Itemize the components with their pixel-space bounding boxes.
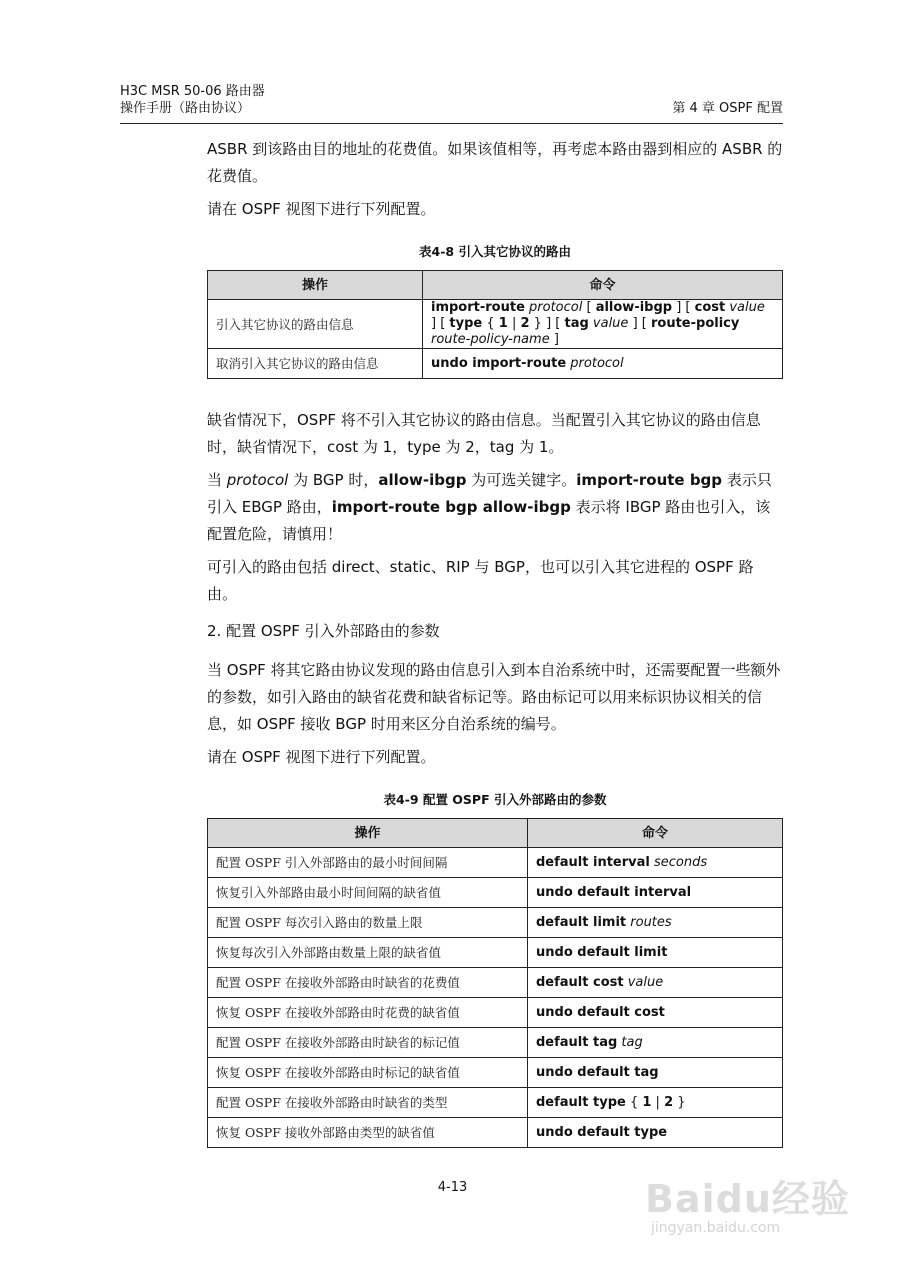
operation-cell: 配置 OSPF 在接收外部路由时缺省的标记值: [208, 1028, 528, 1058]
text-run: }: [673, 1094, 686, 1110]
bgp-note-paragraph: [207, 467, 783, 548]
operation-cell: 配置 OSPF 在接收外部路由时缺省的类型: [208, 1088, 528, 1118]
operation-cell: 恢复每次引入外部路由数量上限的缺省值: [208, 938, 528, 968]
header-divider: [120, 123, 783, 124]
text-run: tag: [564, 316, 589, 331]
watermark: [645, 1140, 865, 1240]
default-behavior-paragraph: 缺省情况下，OSPF 将不引入其它协议的路由信息。当配置引入其它协议的路由信息时，缺省情况下，cost 为 1，type 为 2，tag 为 1。: [207, 411, 761, 456]
text-run: undo default tag: [536, 1064, 659, 1080]
command-cell: [528, 848, 783, 878]
table-row: [208, 938, 783, 968]
page-number: 4-13: [437, 1180, 468, 1195]
page-header: [120, 83, 783, 117]
text-run: protocol: [524, 300, 583, 315]
text-run: |: [507, 316, 521, 331]
command-cell: [528, 968, 783, 998]
table-row: [208, 1058, 783, 1088]
text-run: route-policy-name: [431, 332, 550, 347]
operation-cell: 配置 OSPF 在接收外部路由时缺省的花费值: [208, 968, 528, 998]
text-run: ]: [549, 332, 559, 347]
text-run: tag: [617, 1034, 643, 1050]
text-run: allow-ibgp: [378, 471, 467, 489]
text-run: 1: [498, 316, 508, 331]
table-4-8: [207, 270, 783, 379]
text-run: } ] [: [529, 316, 565, 331]
command-cell: [528, 1058, 783, 1088]
text-run: |: [651, 1094, 665, 1110]
table-row: [208, 968, 783, 998]
header-chapter: 第 4 章 OSPF 配置: [672, 101, 783, 116]
table-row: [208, 300, 783, 349]
text-run: import-route bgp allow-ibgp: [331, 498, 571, 516]
text-run: undo default type: [536, 1124, 668, 1140]
watermark-logo: Baidu经验: [645, 1177, 850, 1221]
text-run: route-policy: [650, 316, 740, 331]
text-run: value: [588, 316, 629, 331]
text-run: undo import-route: [431, 355, 567, 371]
table-4-9: [207, 818, 783, 1148]
text-run: protocol: [566, 355, 624, 371]
text-run: default limit: [536, 914, 627, 930]
table-row: [208, 1028, 783, 1058]
intro-paragraph-1: ASBR 到该路由目的地址的花费值。如果该值相等，再考虑本路由器到相应的 ASBR 的花费值。: [207, 140, 783, 185]
watermark-url: jingyan.baidu.com: [651, 1220, 781, 1236]
text-run: [: [582, 300, 596, 315]
text-run: value: [725, 300, 765, 315]
command-cell: [528, 1088, 783, 1118]
table-row: [208, 1088, 783, 1118]
text-run: default cost: [536, 974, 624, 990]
text-run: value: [623, 974, 664, 990]
text-run: 1: [642, 1094, 652, 1110]
text-run: ] [: [672, 300, 695, 315]
external-params-paragraph: 当 OSPF 将其它路由协议发现的路由信息引入到本自治系统中时，还需要配置一些额外的参数，如引入路由的缺省花费和缺省标记等。路由标记可以用来标识协议相关的信息，如 OSPF 接收 BGP 时用来区分自治系统的编号。: [207, 661, 781, 733]
command-cell: [528, 1028, 783, 1058]
table-row: [208, 349, 783, 379]
table-row: [208, 908, 783, 938]
operation-cell: 恢复 OSPF 在接收外部路由时标记的缺省值: [208, 1058, 528, 1088]
text-run: 表示将 IBGP 路由也引入，该配置危险，请慎用！: [207, 498, 771, 543]
intro-paragraph-2: 请在 OSPF 视图下进行下列配置。: [207, 200, 436, 218]
operation-cell: 恢复 OSPF 在接收外部路由时花费的缺省值: [208, 998, 528, 1028]
text-run: default type: [536, 1094, 626, 1110]
command-cell: [423, 349, 783, 379]
text-run: cost: [694, 300, 726, 315]
operation-cell: 取消引入其它协议的路由信息: [208, 349, 423, 379]
text-run: {: [625, 1094, 643, 1110]
text-run: seconds: [649, 854, 708, 870]
table-row: [208, 878, 783, 908]
operation-cell: 恢复 OSPF 接收外部路由类型的缺省值: [208, 1118, 528, 1148]
table-4-9-caption: 表4-9 配置 OSPF 引入外部路由的参数: [383, 792, 607, 807]
text-run: allow-ibgp: [595, 300, 673, 315]
text-run: undo default cost: [536, 1004, 665, 1020]
text-run: import-route bgp: [576, 471, 723, 489]
command-cell: [528, 908, 783, 938]
column-header-command: 命令: [423, 271, 783, 300]
header-manual: 操作手册（路由协议）: [120, 101, 251, 116]
main-content: [207, 136, 783, 1148]
command-cell: [528, 878, 783, 908]
text-run: 表示只引入 EBGP 路由，: [207, 471, 772, 516]
importable-routes-paragraph: 可引入的路由包括 direct、static、RIP 与 BGP，也可以引入其它进程的 OSPF 路由。: [207, 558, 754, 603]
table-row: [208, 998, 783, 1028]
table-4-8-caption: 表4-8 引入其它协议的路由: [419, 244, 571, 259]
text-run: 为 BGP 时，: [288, 471, 379, 489]
text-run: undo default limit: [536, 944, 668, 960]
text-run: 2: [520, 316, 530, 331]
table-header-row: [208, 819, 783, 848]
operation-cell: 恢复引入外部路由最小时间间隔的缺省值: [208, 878, 528, 908]
command-cell: [423, 300, 783, 349]
section-heading: 2. 配置 OSPF 引入外部路由的参数: [207, 622, 440, 640]
column-header-operation: 操作: [208, 271, 423, 300]
command-cell: [528, 938, 783, 968]
text-run: protocol: [226, 471, 289, 489]
text-run: 2: [664, 1094, 674, 1110]
text-run: routes: [626, 914, 672, 930]
operation-cell: 引入其它协议的路由信息: [208, 300, 423, 349]
operation-cell: 配置 OSPF 每次引入路由的数量上限: [208, 908, 528, 938]
operation-cell: 配置 OSPF 引入外部路由的最小时间间隔: [208, 848, 528, 878]
text-run: 当: [207, 471, 227, 489]
text-run: ] [: [628, 316, 651, 331]
text-run: default tag: [536, 1034, 618, 1050]
column-header-command: 命令: [528, 819, 783, 848]
text-run: {: [482, 316, 499, 331]
text-run: undo default interval: [536, 884, 692, 900]
column-header-operation: 操作: [208, 819, 528, 848]
text-run: default interval: [536, 854, 650, 870]
view-instruction-paragraph: 请在 OSPF 视图下进行下列配置。: [207, 748, 436, 766]
header-product: H3C MSR 50-06 路由器: [120, 84, 265, 99]
text-run: ] [: [431, 316, 450, 331]
text-run: import-route: [431, 300, 525, 315]
table-row: [208, 848, 783, 878]
text-run: 为可选关键字。: [466, 471, 577, 489]
text-run: type: [449, 316, 483, 331]
command-cell: [528, 998, 783, 1028]
table-header-row: [208, 271, 783, 300]
